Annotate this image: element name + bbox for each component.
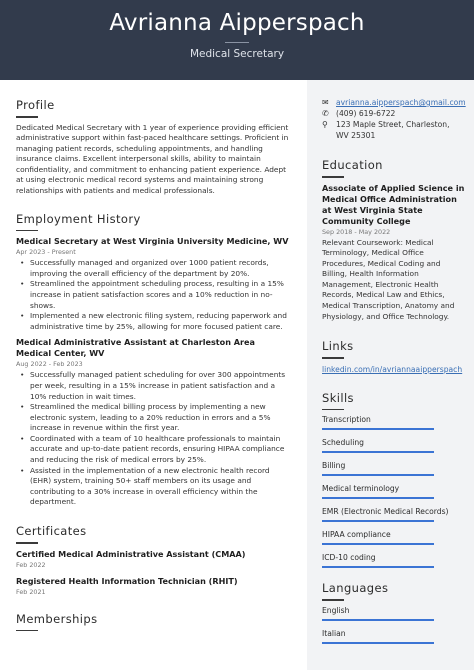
language-item: Italian [322,628,346,638]
main-column [0,80,307,670]
language-bar [322,619,434,621]
skill-label: EMR (Electronic Medical Records) [322,507,449,517]
profile-section [16,98,291,197]
education-section [322,158,466,322]
coursework-text: Relevant Coursework: Medical Terminology, Medical Office Procedures, Medical Coding and Billing, Health Information Management, Electronic Health Records, Medical Law and Ethics, Medical Transcription, Anatomy and Physiology, and Office Technology. [322,237,455,321]
skills-section [322,391,466,569]
candidate-role: Medical Secretary [189,48,285,60]
job-bullet: • Streamlined the medical billing process by implementing a new electronic system, leading to a 20% reduction in errors and a 5% increase in revenue within the first year. [16,402,291,434]
skill-label: HIPAA compliance [322,530,391,540]
skill-bar [322,474,434,476]
education-date: Sep 2018 - May 2022 [322,227,391,236]
certificates-section [16,524,291,597]
certificate-date: Feb 2021 [16,587,46,596]
address-text: 123 Maple Street, Charleston, WV 25301 [336,120,450,140]
skill-item [322,461,466,476]
contact-phone-row [322,108,466,119]
job-date: Aug 2022 - Feb 2023 [16,360,83,369]
skill-item [322,484,466,499]
skill-item [322,438,466,453]
skill-bar [322,520,434,522]
languages-section [322,581,466,644]
envelope-icon: ✉ [322,98,329,107]
linkedin-link[interactable]: linkedin.com/in/avriannaaipperspach [322,364,463,374]
phone-icon: ✆ [322,109,329,118]
profile-text: Dedicated Medical Secretary with 1 year of experience providing efficient administrative support within fast-paced healthcare settings. Proficient in managing patient records, scheduling appointments, and handling insurance claims. Excellent interpersonal skills, ability to maintain confidentiality, and commitment to enhancing patient experience. Adept at using electronic medical record systems and maintaining strong relationships with patients and medical professionals. [16,122,289,196]
job-bullet: • Implemented a new electronic filing system, reducing paperwork and administrative time by 25%, allowing for more focused patient care. [16,311,291,332]
skill-bar [322,543,434,545]
employment-heading: Employment History [16,211,141,226]
section-rule [322,409,344,411]
phone-text: (409) 619-6722 [336,109,396,118]
skill-bar [322,428,434,430]
languages-heading: Languages [322,581,389,596]
skill-bar [322,497,434,499]
skill-item [322,415,466,430]
section-rule [16,630,38,632]
contact-address-row [322,119,466,141]
skill-label: Billing [322,461,346,471]
job-entry [16,337,291,508]
contact-email-row [322,97,466,108]
section-rule [322,357,344,359]
job-title: Medical Administrative Assistant at Charleston Area Medical Center, WV [16,337,256,359]
skill-item [322,553,466,568]
education-heading: Education [322,158,383,172]
certificate-date: Feb 2022 [16,560,46,569]
location-pin-icon: ⚲ [322,120,328,129]
email-link[interactable]: avrianna.aipperspach@gmail.com [336,98,466,107]
skill-label: Scheduling [322,438,364,448]
job-entry [16,236,291,332]
section-rule [16,230,38,232]
skill-label: Transcription [322,415,371,425]
job-bullets [16,370,291,508]
job-bullets [16,258,291,332]
job-bullet: • Successfully managed patient scheduling for over 300 appointments per week, resulting in a 15% increase in patient satisfaction and a 10% reduction in wait times. [16,370,291,402]
language-bar [322,642,434,644]
skill-label: ICD-10 coding [322,553,376,563]
certificate-name: Registered Health Information Technician (RHIT) [16,575,238,586]
header-divider [225,42,249,43]
section-rule [322,599,344,601]
job-title: Medical Secretary at West Virginia University Medicine, WV [16,236,289,247]
section-rule [16,542,38,544]
skill-bar [322,566,434,568]
certificates-heading: Certificates [16,524,87,539]
job-date: Apr 2023 - Present [16,248,76,257]
degree-title: Associate of Applied Science in Medical Office Administration at West Virginia State Community College [322,182,465,226]
employment-section [16,212,291,508]
job-bullet: • Assisted in the implementation of a new electronic health record (EHR) system, training 50+ staff members on its usage and contributing to a 30% increase in overall efficiency within the department. [16,466,291,508]
memberships-heading: Memberships [16,611,98,626]
job-bullet: • Successfully managed and organized over 1000 patient records, improving the overall efficiency of the department by 20%. [16,258,291,279]
certificate-item [16,549,291,570]
certificate-name: Certified Medical Administrative Assistant (CMAA) [16,548,246,559]
skills-heading: Skills [322,390,354,405]
skill-label: Medical terminology [322,484,400,494]
links-heading: Links [322,339,354,354]
sidebar-column [307,80,474,670]
section-rule [16,116,38,118]
resume-header [0,0,474,80]
candidate-name: Avrianna Aipperspach [109,10,365,36]
job-bullet: • Coordinated with a team of 10 healthcare professionals to maintain accurate and up-to-date patient records, ensuring HIPAA compliance and reducing the risk of medical errors by 25%. [16,434,291,466]
section-rule [322,176,344,178]
skill-bar [322,451,434,453]
skill-item [322,507,466,522]
contact-block [322,97,466,141]
links-section [322,339,466,375]
job-bullet: • Streamlined the appointment scheduling process, resulting in a 15% increase in patient satisfaction scores and a 10% reduction in no-shows. [16,279,291,311]
certificate-item [16,576,291,597]
memberships-section [16,612,291,632]
language-item: English [322,605,350,615]
skill-item [322,530,466,545]
profile-heading: Profile [16,98,55,112]
